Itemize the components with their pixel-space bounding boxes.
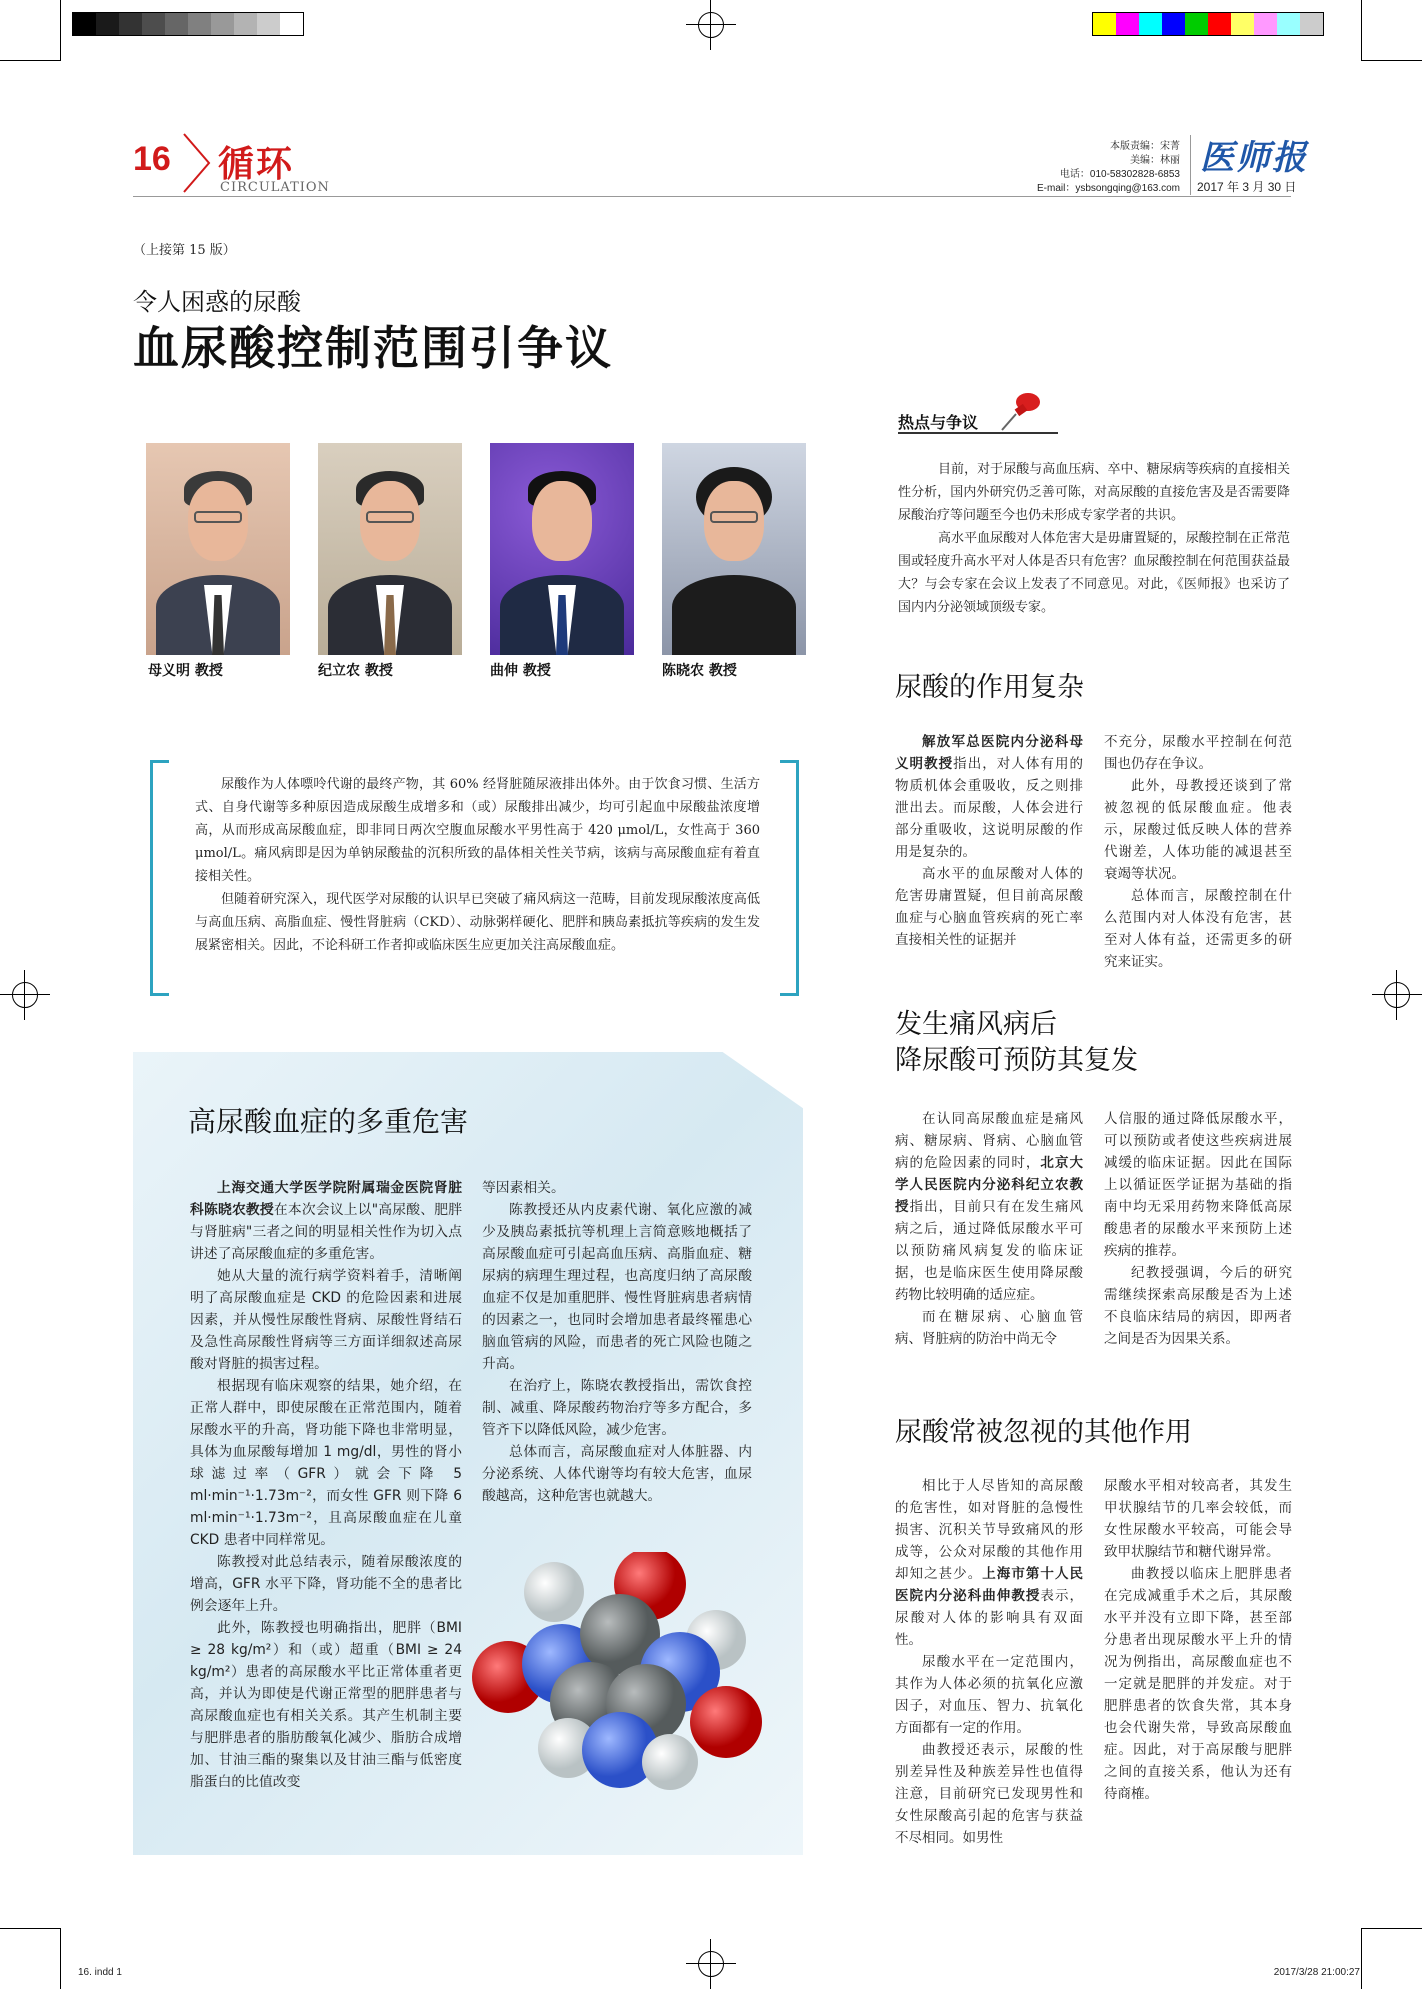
body-text: 此外，陈教授也明确指出，肥胖（BMI ≥ 28 kg/m²）和（或）超重（BMI ≥ 24 kg/m²）患者的高尿酸水平比正常体重者更高，并认为即使是代谢正常型的肥胖患者与高尿酸血症也有相关关系。其产生机制主要与肥胖患者的脂肪酸氧化减少、脂肪合成增加、甘油三酯的聚集以及甘油三酯与低密度脂蛋白的比值改变 (190, 1620, 462, 1790)
body-text: 指出，对人体有用的物质机体会重吸收，反之则排泄出去。而尿酸，人体会进行部分重吸收，这说明尿酸的作用是复杂的。 (895, 756, 1084, 860)
crop-mark-top-left (0, 0, 61, 61)
section-heading-line: 发生痛风病后 (895, 1009, 1057, 1040)
editor-line: 本版责编：宋菁 (1110, 141, 1180, 152)
hot-topic-paragraph: 目前，对于尿酸与高血压病、卒中、糖尿病等疾病的直接相关性分析，国内外研究仍乏善可陈，对高尿酸的直接危害及是否需要降尿酸治疗等问题至今也仍未形成专家学者的共识。 (898, 462, 1290, 523)
body-text: 人信服的通过降低尿酸水平，可以预防或者使这些疾病进展减缓的临床证据。因此在国际上以循证医学证据为基础的指南中均无采用药物来降低高尿酸患者的尿酸水平来预防上述疾病的推荐。 (1104, 1111, 1292, 1259)
registration-mark-right (1372, 970, 1422, 1020)
text-column (482, 1177, 752, 1507)
issue-date: 2017 年 3 月 30 日 (1197, 180, 1297, 194)
editor-line: E-mail：ysbsongqing@163.com (1037, 183, 1180, 194)
intro-paragraph: 尿酸作为人体嘌呤代谢的最终产物，其 60% 经肾脏随尿液排出体外。由于饮食习惯、生活方式、自身代谢等多种原因造成尿酸生成增多和（或）尿酸排出减少，均可引起血中尿酸盐浓度增高，从而形成高尿酸血症，即非同日两次空腹血尿酸水平男性高于 420 μmol/L，女性高于 360 μmol/L。痛风病即是因为单钠尿酸盐的沉积所致的晶体相关性关节病，该病与高尿酸血症有着直接相关性。 (195, 777, 760, 884)
body-text: 在治疗上，陈晓农教授指出，需饮食控制、减重、降尿酸药物治疗等多方配合，多管齐下以降低风险，减少危害。 (482, 1378, 752, 1438)
header-rule (133, 196, 1291, 197)
chevron-icon (182, 132, 212, 194)
body-text: 指出，目前只有在发生痛风病之后，通过降低尿酸水平可以预防痛风病复发的临床证据，也是临床医生使用降尿酸药物比较明确的适应症。 (895, 1199, 1084, 1303)
source-highlight: 上海市第十人民医院内分泌科曲伸教授 (895, 1566, 1083, 1604)
print-timestamp: 2017/3/28 21:00:27 (1273, 1967, 1360, 1978)
molecule-model-image (470, 1552, 770, 1792)
text-column (1104, 1475, 1292, 1805)
body-text: 根据现有临床观察的结果，她介绍，在正常人群中，即使尿酸在正常范围内，随着尿酸水平的升高，肾功能下降也非常明显，具体为血尿酸每增加 1 mg/dl，男性的肾小球滤过率（GFR）就会下降 5 ml·min⁻¹·1.73m⁻²，而女性 GFR 则下降 6 ml·min⁻¹·1.73m⁻²，且高尿酸血症在儿童 CKD 患者中同样常见。 (190, 1378, 462, 1548)
headline: 血尿酸控制范围引争议 (133, 321, 613, 375)
crop-mark-bottom-left (0, 1928, 61, 1989)
expert-photo (662, 443, 806, 655)
bracket-right (780, 760, 799, 996)
body-text: 而在糖尿病、心脑血管病、肾脏病的防治中尚无令 (895, 1309, 1083, 1347)
hot-topic-label: 热点与争议 (898, 413, 979, 432)
masthead-logo: 医师报 (1200, 138, 1308, 178)
bracket-left (150, 760, 169, 996)
source-highlight: 上海交通大学医学院附属瑞金医院肾脏科陈晓农教授 (190, 1180, 462, 1218)
body-text: 曲教授以临床上肥胖患者在完成减重手术之后，其尿酸水平并没有立即下降，甚至部分患者出现尿酸水平上升的情况为例指出，高尿酸血症也不一定就是肥胖的并发症。对于肥胖患者的饮食失常，其本身也会代谢失常，导致高尿酸血症。因此，对于高尿酸与肥胖之间的直接关系，他认为还有待商榷。 (1104, 1566, 1292, 1802)
section-title: 循环 (218, 143, 295, 184)
body-text: 相比于人尽皆知的高尿酸的危害性，如对肾脏的急慢性损害、沉积关节导致痛风的形成等，公众对尿酸的其他作用却知之甚少。 (895, 1478, 1083, 1582)
photo-caption: 陈晓农 教授 (662, 663, 737, 679)
body-text: 总体而言，尿酸控制在什么范围内对人体没有危害，甚至对人体有益，还需更多的研究来证实。 (1104, 888, 1292, 970)
registration-mark-left (0, 970, 50, 1020)
editor-line: 电话：010-58302828-6853 (1059, 169, 1180, 180)
body-text: 在认同高尿酸血症是痛风病、糖尿病、肾病、心脑血管病的危险因素的同时， (895, 1111, 1083, 1171)
panel-heading: 高尿酸血症的多重危害 (188, 1105, 469, 1138)
intro-paragraph: 但随着研究深入，现代医学对尿酸的认识早已突破了痛风病这一范畴，目前发现尿酸浓度高低与高血压病、高脂血症、慢性肾脏病（CKD）、动脉粥样硬化、肥胖和胰岛素抵抗等疾病的发生发展紧密相关。因此，不论科研工作者抑或临床医生应更加关注高尿酸血症。 (195, 892, 760, 953)
photo-caption: 纪立农 教授 (318, 663, 393, 679)
text-column (190, 1177, 462, 1793)
body-text: 她从大量的流行病学资料着手，清晰阐明了高尿酸血症是 CKD 的危险因素和进展因素，并从慢性尿酸性肾病、尿酸性肾结石及急性高尿酸性肾病等三方面详细叙述高尿酸对肾脏的损害过程。 (190, 1268, 462, 1372)
crop-mark-bottom-right (1361, 1928, 1422, 1989)
section-heading: 尿酸的作用复杂 (895, 672, 1084, 703)
editor-info (1020, 140, 1180, 196)
text-column (895, 731, 1083, 951)
page-number: 16 (133, 140, 171, 178)
file-slug: 16. indd 1 (78, 1967, 122, 1978)
section-subtitle-en: CIRCULATION (220, 180, 330, 195)
header-separator (1190, 135, 1191, 195)
photo-caption: 曲伸 教授 (490, 663, 551, 679)
pushpin-icon (998, 388, 1044, 434)
registration-mark-top (686, 0, 736, 50)
text-column (895, 1475, 1083, 1849)
expert-photo (318, 443, 462, 655)
editor-line: 美编：林丽 (1130, 155, 1180, 166)
section-heading: 尿酸常被忽视的其他作用 (895, 1417, 1192, 1448)
body-text: 表示，尿酸对人体的影响具有双面性。 (895, 1588, 1084, 1648)
text-column (895, 1108, 1083, 1350)
crop-mark-top-right (1361, 0, 1422, 61)
color-calibration-bar (1092, 12, 1324, 36)
photo-caption: 母义明 教授 (148, 663, 223, 679)
expert-photo (490, 443, 634, 655)
hot-topic-text (898, 458, 1290, 619)
body-text: 陈教授对此总结表示，随着尿酸浓度的增高，GFR 水平下降，肾功能不全的患者比例会逐年上升。 (190, 1554, 462, 1614)
body-text: 纪教授强调，今后的研究需继续探索高尿酸是否为上述不良临床结局的病因，即两者之间是否为因果关系。 (1104, 1265, 1292, 1347)
continued-note: （上接第 15 版） (133, 243, 236, 258)
source-highlight: 北京大学人民医院内分泌科纪立农教授 (895, 1155, 1084, 1215)
section-heading-line: 降尿酸可预防其复发 (895, 1045, 1138, 1076)
source-highlight: 解放军总医院内分泌科母义明教授 (895, 734, 1083, 772)
body-text: 不充分，尿酸水平控制在何范围也仍存在争议。 (1104, 734, 1292, 772)
expert-photo (146, 443, 290, 655)
kicker: 令人困惑的尿酸 (133, 289, 301, 316)
body-text: 陈教授还从内皮素代谢、氧化应激的减少及胰岛素抵抗等机理上言简意赅地概括了高尿酸血症可引起高血压病、高脂血症、糖尿病的病理生理过程，也高度归纳了高尿酸血症不仅是加重肥胖、慢性肾脏病患者病情的因素之一，也同时会增加患者最终罹患心脑血管病的风险，而患者的死亡风险也随之升高。 (482, 1202, 752, 1372)
grayscale-calibration-bar (72, 12, 304, 36)
text-column (1104, 1108, 1292, 1350)
body-text: 曲教授还表示，尿酸的性别差异性及种族差异性也值得注意，目前研究已发现男性和女性尿酸高引起的危害与获益不尽相同。如男性 (895, 1742, 1083, 1846)
text-column (1104, 731, 1292, 973)
body-text: 高水平的血尿酸对人体的危害毋庸置疑，但目前高尿酸血症与心脑血管疾病的死亡率直接相关性的证据并 (895, 866, 1083, 948)
body-text: 尿酸水平相对较高者，其发生甲状腺结节的几率会较低，而女性尿酸水平较高，可能会导致甲状腺结节和糖代谢异常。 (1104, 1478, 1292, 1560)
body-text: 在本次会议上以"高尿酸、肥胖与肾脏病"三者之间的明显相关性作为切入点讲述了高尿酸血症的多重危害。 (190, 1202, 462, 1262)
body-text: 总体而言，高尿酸血症对人体脏器、内分泌系统、人体代谢等均有较大危害，血尿酸越高，这种危害也就越大。 (482, 1444, 752, 1504)
body-text: 此外，母教授还谈到了常被忽视的低尿酸血症。他表示，尿酸过低反映人体的营养代谢差，人体功能的减退甚至衰竭等状况。 (1104, 778, 1292, 882)
hot-topic-paragraph: 高水平血尿酸对人体危害大是毋庸置疑的，尿酸控制在正常范围或轻度升高水平对人体是否只有危害？血尿酸控制在何范围获益最大？与会专家在会议上发表了不同意见。对此，《医师报》也采访了国内内分泌领域顶级专家。 (898, 531, 1290, 615)
section-heading (895, 1007, 1138, 1079)
body-text: 等因素相关。 (482, 1180, 565, 1196)
intro-text (195, 773, 760, 957)
registration-mark-bottom (686, 1939, 736, 1989)
body-text: 尿酸水平在一定范围内，其作为人体必须的抗氧化应激因子，对血压、智力、抗氧化方面都有一定的作用。 (895, 1654, 1083, 1736)
